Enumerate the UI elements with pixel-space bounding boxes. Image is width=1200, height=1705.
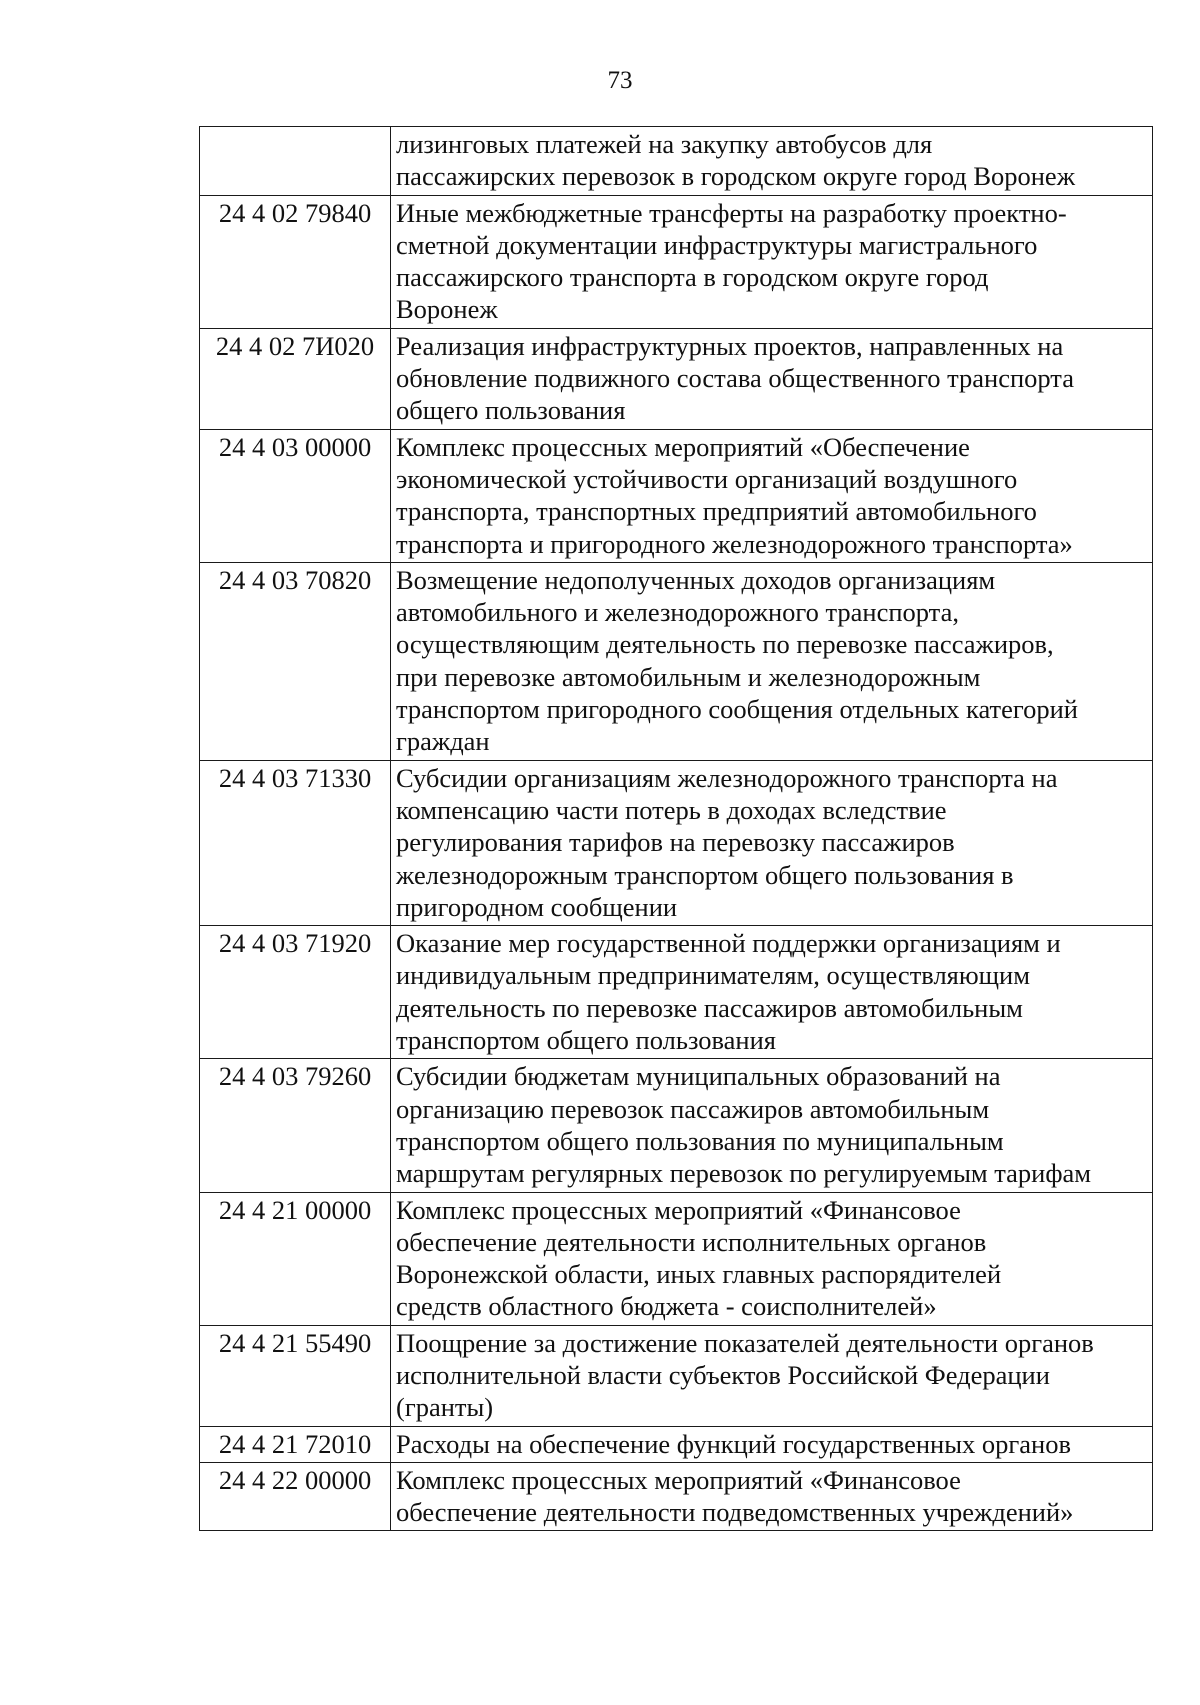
description-cell bbox=[391, 926, 1153, 1059]
table-row bbox=[200, 1325, 1153, 1426]
description-line: Иные межбюджетные трансферты на разработку проектно- bbox=[396, 197, 1067, 228]
table-row bbox=[200, 429, 1153, 562]
description-line: Оказание мер государственной поддержки организациям и bbox=[396, 928, 1061, 959]
description-line: Комплекс процессных мероприятий «Финансовое bbox=[396, 1194, 961, 1225]
description-cell bbox=[391, 328, 1153, 429]
description-line: Комплекс процессных мероприятий «Финансовое bbox=[396, 1464, 961, 1495]
code-cell: 24 4 21 55490 bbox=[200, 1325, 391, 1426]
description-line: лизинговых платежей на закупку автобусов для bbox=[396, 129, 933, 159]
description-line: Комплекс процессных мероприятий «Обеспечение bbox=[396, 431, 970, 462]
code-cell: 24 4 02 7И020 bbox=[200, 328, 391, 429]
description-line: пригородном сообщении bbox=[396, 891, 678, 922]
code-cell: 24 4 22 00000 bbox=[200, 1462, 391, 1531]
description-cell bbox=[391, 562, 1153, 760]
description-line: Субсидии бюджетам муниципальных образований на bbox=[396, 1061, 1001, 1092]
description-line: общего пользования bbox=[396, 395, 626, 426]
description-line: компенсацию части потерь в доходах вследствие bbox=[396, 794, 947, 825]
description-cell bbox=[391, 127, 1153, 196]
description-line: деятельность по перевозке пассажиров автомобильным bbox=[396, 992, 1023, 1023]
description-line: экономической устойчивости организаций воздушного bbox=[396, 463, 1018, 494]
description-line: Субсидии организациям железнодорожного транспорта на bbox=[396, 762, 1058, 793]
code-cell: 24 4 03 70820 bbox=[200, 562, 391, 760]
code-cell: 24 4 03 79260 bbox=[200, 1059, 391, 1192]
description-line: обеспечение деятельности исполнительных органов bbox=[396, 1226, 987, 1257]
table-row bbox=[200, 760, 1153, 925]
table-body bbox=[200, 127, 1153, 1531]
description-line: транспортом общего пользования по муниципальным bbox=[396, 1125, 1004, 1156]
code-cell bbox=[200, 127, 391, 196]
description-line: пассажирских перевозок в городском округе город Воронеж bbox=[396, 161, 1075, 192]
table-row bbox=[200, 195, 1153, 328]
description-line: при перевозке автомобильным и железнодорожным bbox=[396, 661, 981, 692]
description-line: индивидуальным предпринимателям, осуществляющим bbox=[396, 960, 1031, 991]
description-line: железнодорожным транспортом общего пользования в bbox=[396, 859, 1014, 890]
description-line: Реализация инфраструктурных проектов, направленных на bbox=[396, 330, 1064, 361]
description-line: Воронежской области, иных главных распорядителей bbox=[396, 1259, 1002, 1290]
table-row bbox=[200, 328, 1153, 429]
description-line: Поощрение за достижение показателей деятельности органов bbox=[396, 1327, 1094, 1358]
description-line: транспортом общего пользования bbox=[396, 1025, 776, 1056]
description-line: исполнительной власти субъектов Российской Федерации bbox=[396, 1359, 1050, 1390]
code-cell: 24 4 21 72010 bbox=[200, 1426, 391, 1462]
description-cell bbox=[391, 1426, 1153, 1462]
table-row bbox=[200, 1192, 1153, 1325]
description-line: сметной документации инфраструктуры магистрального bbox=[396, 229, 1038, 260]
description-line: средств областного бюджета - соисполнителей» bbox=[396, 1291, 937, 1322]
description-line: организацию перевозок пассажиров автомобильным bbox=[396, 1093, 990, 1124]
description-line: транспортом пригородного сообщения отдельных категорий bbox=[396, 694, 1078, 725]
description-cell bbox=[391, 1192, 1153, 1325]
code-cell: 24 4 21 00000 bbox=[200, 1192, 391, 1325]
description-line: транспорта, транспортных предприятий автомобильного bbox=[396, 496, 1037, 527]
description-line: Воронеж bbox=[396, 294, 498, 325]
code-cell: 24 4 03 71330 bbox=[200, 760, 391, 925]
description-cell bbox=[391, 1462, 1153, 1531]
code-cell: 24 4 02 79840 bbox=[200, 195, 391, 328]
description-cell bbox=[391, 760, 1153, 925]
description-line: обеспечение деятельности подведомственных учреждений» bbox=[396, 1497, 1074, 1528]
description-cell bbox=[391, 1325, 1153, 1426]
description-line: (гранты) bbox=[396, 1392, 494, 1423]
description-line: Расходы на обеспечение функций государственных органов bbox=[396, 1428, 1071, 1459]
table-row bbox=[200, 1426, 1153, 1462]
page-number: 73 bbox=[607, 67, 633, 94]
table-row bbox=[200, 1059, 1153, 1192]
table-row bbox=[200, 127, 1153, 196]
table-row bbox=[200, 926, 1153, 1059]
description-line: регулирования тарифов на перевозку пассажиров bbox=[396, 827, 955, 858]
description-cell bbox=[391, 429, 1153, 562]
budget-classification-table bbox=[199, 126, 1153, 1531]
table-row bbox=[200, 1462, 1153, 1531]
description-cell bbox=[391, 195, 1153, 328]
description-cell bbox=[391, 1059, 1153, 1192]
description-line: Возмещение недополученных доходов организациям bbox=[396, 564, 996, 595]
description-line: граждан bbox=[396, 726, 490, 757]
table-row bbox=[200, 562, 1153, 760]
description-line: осуществляющим деятельность по перевозке пассажиров, bbox=[396, 629, 1054, 660]
description-line: маршрутам регулярных перевозок по регулируемым тарифам bbox=[396, 1158, 1092, 1189]
code-cell: 24 4 03 00000 bbox=[200, 429, 391, 562]
description-line: пассажирского транспорта в городском округе город bbox=[396, 262, 989, 293]
code-cell: 24 4 03 71920 bbox=[200, 926, 391, 1059]
description-line: обновление подвижного состава общественного транспорта bbox=[396, 363, 1074, 394]
description-line: автомобильного и железнодорожного транспорта, bbox=[396, 597, 959, 628]
description-line: транспорта и пригородного железнодорожного транспорта» bbox=[396, 528, 1073, 559]
